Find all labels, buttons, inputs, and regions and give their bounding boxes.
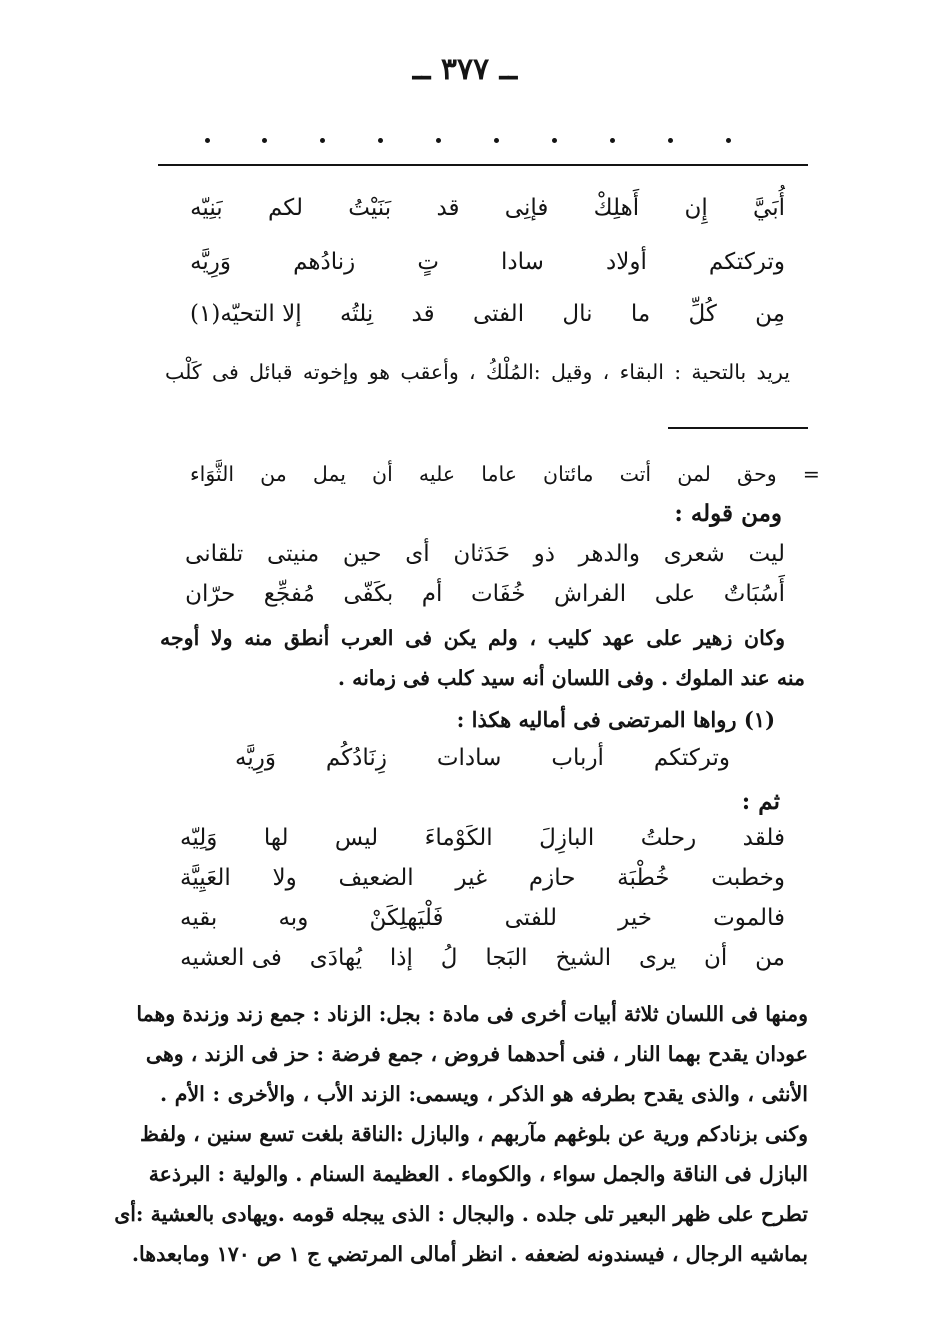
word: سادا: [501, 249, 544, 275]
word: أَهلِكْ: [593, 195, 640, 221]
word: الضعيف: [338, 865, 414, 891]
word: البازِلَ: [539, 825, 595, 851]
dot: [726, 138, 731, 143]
footnote-separator: [668, 427, 808, 429]
word: العَيِيَّة: [180, 865, 231, 891]
word: خُفَات: [470, 581, 526, 607]
para2-line1: = وحق لمن أتت مائتان عاما عليه أن يمل من الثَّوَاء: [190, 462, 820, 486]
word: زنادُهم: [293, 249, 356, 275]
word: تٍ: [417, 249, 439, 275]
para3-line1: وكان زهير على عهد كليب ، ولم يكن فى العرب أنطق منه ولا أوجه: [160, 626, 785, 650]
word: شعرى: [663, 541, 725, 567]
word: فى العشيه: [180, 945, 282, 971]
word: إذا: [389, 945, 413, 971]
para3-line2: منه عند الملوك . وفى اللسان أنه سيد كلب فى زمانه .: [337, 666, 805, 690]
word: أم: [421, 581, 443, 607]
word: ليس: [334, 825, 379, 851]
word: ما: [630, 301, 651, 327]
para4-line: تطرح على ظهر البعير تلى جلده . والبجال : الذى يبجله قومه .ويهادى بالعشية :أى: [114, 1202, 808, 1226]
page-number: ــ ٣٧٧ ــ: [412, 52, 518, 87]
poem2-verse-2: [185, 576, 785, 612]
word: الشيخ: [555, 945, 612, 971]
word: بقيه: [180, 905, 218, 931]
dot: [320, 138, 325, 143]
word: حَدَثان: [453, 541, 510, 567]
word: قد: [436, 195, 460, 221]
word: تلقانى: [185, 541, 244, 567]
word: أولاد: [605, 249, 647, 275]
word: منيتى: [266, 541, 320, 567]
word: لها: [263, 825, 289, 851]
word: بَنِيّه: [190, 195, 223, 221]
para4-line: البازل فى الناقة والجمل سواء ، والكوماء . العظيمة السنام . والولية : البرذعة: [148, 1162, 808, 1186]
word: مِن: [755, 301, 785, 327]
word: حين: [342, 541, 382, 567]
dot: [205, 138, 210, 143]
word: للفتى: [504, 905, 557, 931]
word: أَسُبَاتٌ: [723, 581, 785, 607]
word: من: [755, 945, 785, 971]
word: فَلْيَهلِكَنْ: [369, 905, 444, 931]
word: زِنَادُكُم: [325, 745, 387, 771]
word: على: [654, 581, 696, 607]
word: البَجا: [485, 945, 528, 971]
footnote-intro: (١) رواها المرتضى فى أماليه هكذا :: [456, 707, 775, 732]
word: وتركتكم: [708, 249, 785, 275]
word: غير: [455, 865, 488, 891]
word: خُطْبَة: [617, 865, 670, 891]
dot: [552, 138, 557, 143]
word: أُبَيَّ: [753, 195, 785, 221]
dot: [378, 138, 383, 143]
word: لكم: [267, 195, 303, 221]
poem3-verse-4: [180, 940, 785, 976]
footnote-verse: [235, 740, 730, 776]
para4-line: بماشيه الرجال ، فيسندونه لضعفه . انظر أمالى المرتضي ج ١ ص ١٧٠ ومابعدها.: [131, 1242, 808, 1266]
para2-line2: ومن قوله :: [674, 500, 782, 527]
word: يرى: [639, 945, 677, 971]
word: فالموت: [713, 905, 785, 931]
dot: [610, 138, 615, 143]
dot: [494, 138, 499, 143]
poem3-verse-1: [180, 820, 785, 856]
poem1-verse-1: [190, 190, 785, 226]
dot: [436, 138, 441, 143]
word: نال: [562, 301, 593, 327]
word: مُفجِّع: [263, 581, 315, 607]
word: حازم: [528, 865, 576, 891]
para4-line: عودان يقدح بهما النار ، فنى أحدهما فروض ، جمع فرضة : حز فى الزند ، وهى: [145, 1042, 808, 1066]
word: والدهر: [578, 541, 641, 567]
footnote-thumma: ثم :: [741, 788, 780, 815]
poem3-verse-3: [180, 900, 785, 936]
para4-line: ومنها فى اللسان ثلاثة أبيات أخرى فى مادة : بجل: الزناد : جمع زند وزندة وهما: [136, 1002, 808, 1026]
top-rule: [158, 164, 808, 166]
word: خير: [618, 905, 652, 931]
ornament-dots: [180, 128, 760, 158]
word: وخطبت: [711, 865, 785, 891]
word: كُلِّ: [688, 301, 717, 327]
word: حرّان: [185, 581, 236, 607]
poem1-verse-3: [190, 296, 785, 332]
dot: [262, 138, 267, 143]
para4-line: وكنى بزنادكم ورية عن بلوغهم مآربهم ، والبازل :الناقة بلغت تسع سنين ، ولفظ: [140, 1122, 808, 1146]
word: قد: [411, 301, 435, 327]
word: فلقد: [742, 825, 785, 851]
word: ذو: [533, 541, 555, 567]
word: نِلتُه: [339, 301, 374, 327]
word: وَرِيَّه: [235, 745, 276, 771]
word: وتركتكم: [653, 745, 730, 771]
word: أرباب: [551, 745, 604, 771]
word: إلا التحيّه(١): [190, 301, 302, 327]
poem3-verse-2: [180, 860, 785, 896]
para4-line: الأنثى ، والذى يقدح بطرفه هو الذكر ، ويسمى: الزند الأب ، والأخرى : الأم .: [160, 1082, 808, 1106]
poem2-verse-1: [185, 536, 785, 572]
word: لُ: [440, 945, 458, 971]
dot: [668, 138, 673, 143]
word: الفتى: [472, 301, 525, 327]
word: إِن: [684, 195, 708, 221]
word: ولا: [272, 865, 297, 891]
poem1-verse-2: [190, 244, 785, 280]
word: بَنَيْتُ: [348, 195, 392, 221]
word: وبه: [278, 905, 309, 931]
word: الفراش: [553, 581, 627, 607]
word: أى: [405, 541, 430, 567]
word: الكَوْماءَ: [424, 825, 493, 851]
para1: يريد بالتحية : البقاء ، وقيل :المُلْكُ ، وأعقب هو وإخوته قبائل فى كَلْب: [165, 360, 790, 384]
word: سادات: [436, 745, 502, 771]
word: وَرِيَّه: [190, 249, 232, 275]
word: ليت: [748, 541, 785, 567]
word: أن: [704, 945, 728, 971]
word: بكَفّى: [343, 581, 394, 607]
word: وَلِيّه: [180, 825, 218, 851]
word: يُهادَى: [309, 945, 362, 971]
word: فإنِى: [504, 195, 549, 221]
word: رحلتُ: [640, 825, 697, 851]
